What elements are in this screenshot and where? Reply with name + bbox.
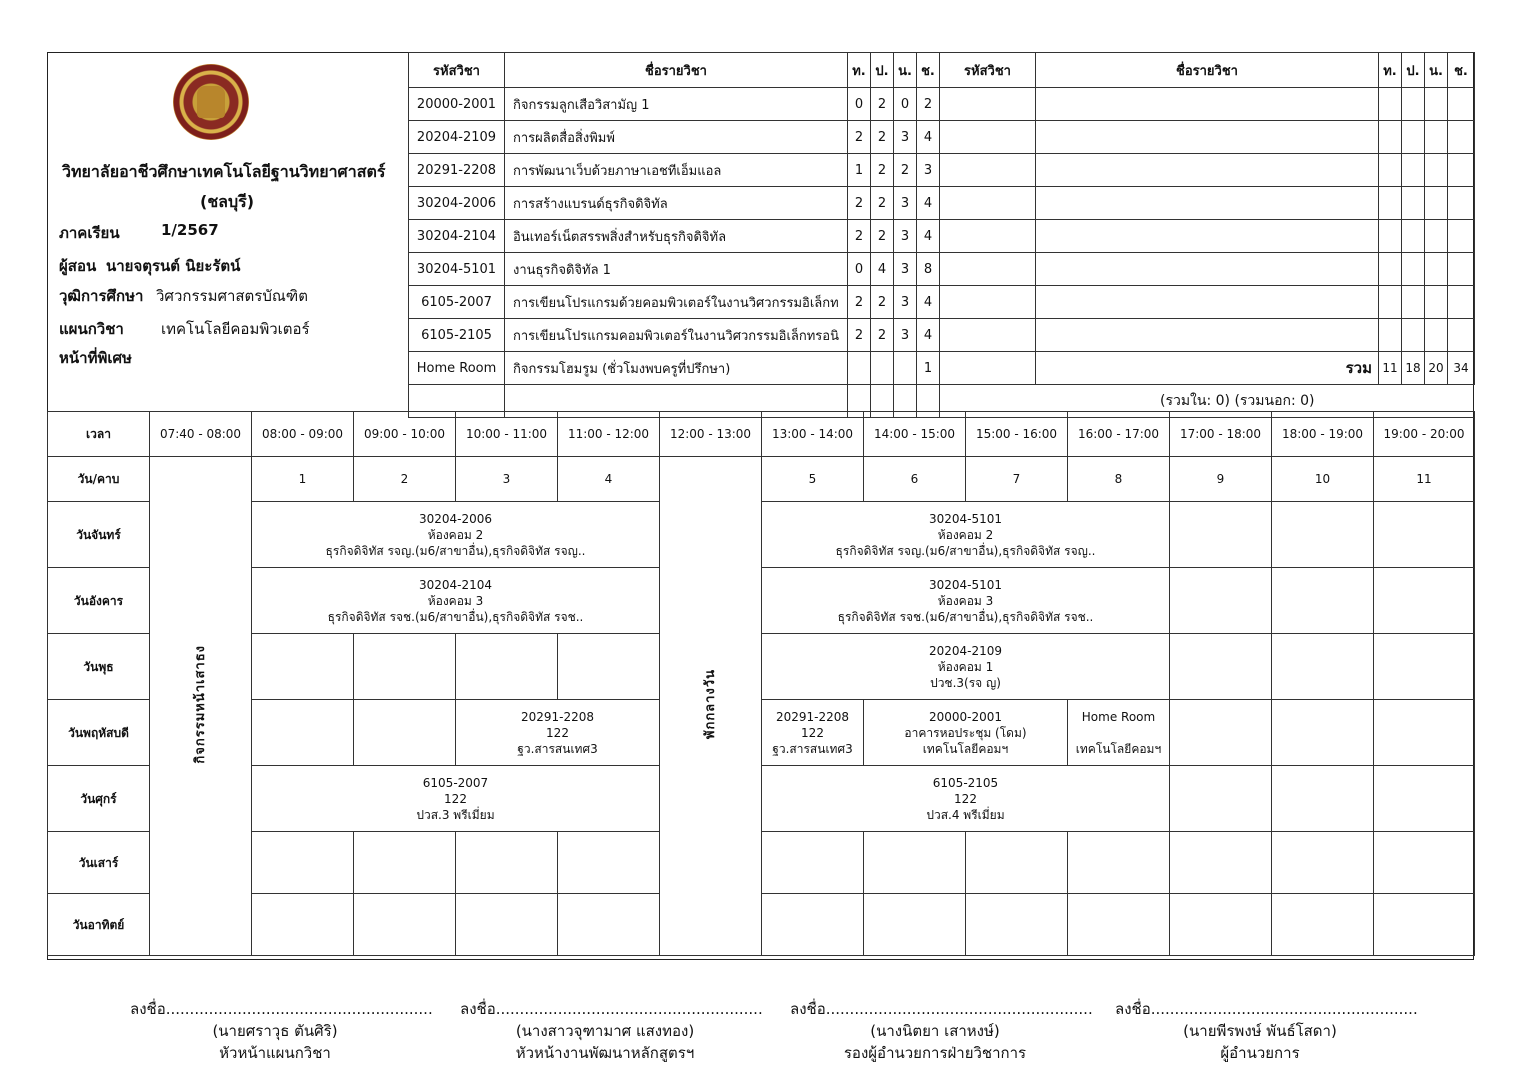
empty-slot [252, 894, 354, 956]
total-t: 11 [1379, 352, 1402, 385]
signature-name: (นายศราวุธ ตันศิริ) [212, 1022, 338, 1040]
empty-slot [1272, 832, 1374, 894]
time-slot: 19:00 - 20:00 [1374, 412, 1475, 457]
total-p: 18 [1402, 352, 1425, 385]
signature-block [130, 998, 433, 1064]
subject-row [409, 286, 1475, 319]
class-group: ฐว.สารสนเทศ3 [772, 741, 853, 756]
subject-name: การพัฒนาเว็บด้วยภาษาเอชทีเอ็มแอล [505, 154, 848, 187]
class-room: ห้องคอม 1 [937, 659, 994, 674]
subject-code: Home Room [409, 352, 505, 385]
subject-name: การผลิตสื่อสิ่งพิมพ์ [505, 121, 848, 154]
time-slot: 17:00 - 18:00 [1170, 412, 1272, 457]
header-p-2: ป. [1402, 53, 1425, 88]
subject-p: 2 [871, 154, 894, 187]
class-room: 122 [801, 725, 824, 740]
duty-label: หน้าที่พิเศษ [59, 349, 132, 367]
signature-line: ลงชื่อ........................................................ [1115, 1000, 1418, 1018]
time-row [48, 412, 1475, 457]
empty-cell [1425, 187, 1448, 220]
header-n: น. [894, 53, 917, 88]
class-block[interactable] [252, 766, 660, 832]
period-label: วัน/คาบ [48, 457, 150, 502]
time-slot: 08:00 - 09:00 [252, 412, 354, 457]
class-group: ธุรกิจดิจิทัส รจญ.(ม6/สาขาอื่น),ธุรกิจดิจิทัส รจญ.. [325, 543, 586, 558]
signature-title: ผู้อำนวยการ [1220, 1044, 1300, 1062]
class-group: ฐว.สารสนเทศ3 [517, 741, 598, 756]
header-t-2: ท. [1379, 53, 1402, 88]
class-code: 30204-5101 [928, 511, 1003, 526]
subject-c: 4 [917, 121, 940, 154]
empty-cell [1448, 121, 1475, 154]
empty-cell [1379, 253, 1402, 286]
subject-p [871, 352, 894, 385]
header-code: รหัสวิชา [409, 53, 505, 88]
time-slot: 15:00 - 16:00 [966, 412, 1068, 457]
subject-c: 4 [917, 187, 940, 220]
subject-row [409, 88, 1475, 121]
class-code: 20291-2208 [520, 709, 595, 724]
empty-slot [456, 894, 558, 956]
empty-slot [1068, 832, 1170, 894]
empty-cell [1425, 88, 1448, 121]
class-block[interactable] [762, 568, 1170, 634]
period-number: 4 [558, 457, 660, 502]
empty-cell [1379, 220, 1402, 253]
morning-activity: กิจกรรมหน้าเสาธง [192, 644, 208, 764]
subject-p: 2 [871, 220, 894, 253]
subject-c: 4 [917, 319, 940, 352]
class-code: Home Room [1081, 709, 1156, 724]
class-block[interactable] [762, 502, 1170, 568]
empty-slot [1272, 700, 1374, 766]
subject-code: 30204-2104 [409, 220, 505, 253]
college-province: (ชลบุรี) [200, 192, 255, 211]
teacher-label: ผู้สอน [59, 257, 97, 275]
period-number: 3 [456, 457, 558, 502]
day-label: วันศุกร์ [48, 766, 150, 832]
signature-line: ลงชื่อ........................................................ [460, 1000, 763, 1018]
subject-row [409, 187, 1475, 220]
empty-slot [456, 634, 558, 700]
empty-cell [1448, 154, 1475, 187]
teacher-value: นายจตุรนต์ นิยะรัตน์ [106, 257, 241, 275]
period-number: 8 [1068, 457, 1170, 502]
class-block[interactable] [762, 700, 864, 766]
subject-code: 30204-2006 [409, 187, 505, 220]
header-c: ช. [917, 53, 940, 88]
empty-cell [1402, 253, 1425, 286]
class-group: ปวส.3 พรีเมี่ยม [416, 807, 495, 822]
empty-slot [354, 700, 456, 766]
signature-block [1115, 998, 1418, 1064]
class-group: ธุรกิจดิจิทัส รจญ.(ม6/สาขาอื่น),ธุรกิจดิจิทัส รจญ.. [835, 543, 1096, 558]
class-code: 6105-2007 [422, 775, 489, 790]
class-group: เทคโนโลยีคอมฯ [922, 741, 1009, 756]
semester-value: 1/2567 [161, 221, 219, 239]
empty-cell [940, 286, 1036, 319]
subject-c: 3 [917, 154, 940, 187]
empty-cell [1379, 88, 1402, 121]
subject-name: การเขียนโปรแกรมด้วยคอมพิวเตอร์ในงานวิศวกรรมอิเล็กท [505, 286, 848, 319]
period-number: 11 [1374, 457, 1475, 502]
subject-t: 2 [848, 121, 871, 154]
empty-slot [558, 894, 660, 956]
empty-cell [1402, 121, 1425, 154]
dept-value: เทคโนโลยีคอมพิวเตอร์ [161, 320, 310, 338]
period-number: 5 [762, 457, 864, 502]
subject-n: 3 [894, 187, 917, 220]
class-block[interactable] [864, 700, 1068, 766]
empty-cell [940, 220, 1036, 253]
empty-cell [1402, 319, 1425, 352]
class-block[interactable] [252, 502, 660, 568]
subject-t: 2 [848, 319, 871, 352]
empty-cell [1036, 88, 1379, 121]
class-block[interactable] [762, 634, 1170, 700]
empty-cell [1448, 319, 1475, 352]
class-group: เทคโนโลยีคอมฯ [1075, 741, 1162, 756]
class-room: อาคารหอประชุม (โดม) [904, 725, 1027, 740]
subject-t [848, 352, 871, 385]
subject-c: 1 [917, 352, 940, 385]
empty-slot [354, 634, 456, 700]
day-row-sunday [48, 894, 1475, 956]
empty-slot [558, 634, 660, 700]
signature-name: (นายพีรพงษ์ พันธ์โสดา) [1183, 1022, 1337, 1040]
class-block[interactable] [456, 700, 660, 766]
empty-slot [1170, 766, 1272, 832]
class-room: ห้องคอม 2 [427, 527, 484, 542]
time-slot: 14:00 - 15:00 [864, 412, 966, 457]
subject-c: 4 [917, 220, 940, 253]
subject-t: 2 [848, 187, 871, 220]
subject-t: 1 [848, 154, 871, 187]
subject-name: การสร้างแบรนด์ธุรกิจดิจิทัล [505, 187, 848, 220]
class-group: ธุรกิจดิจิทัส รจช.(ม6/สาขาอื่น),ธุรกิจดิจิทัส รจช.. [837, 609, 1094, 624]
day-row-monday [48, 502, 1475, 568]
empty-slot [354, 894, 456, 956]
empty-slot [864, 894, 966, 956]
subject-name: กิจกรรมโฮมรูม (ชั่วโมงพบครูที่ปรึกษา) [505, 352, 848, 385]
day-row-tuesday [48, 568, 1475, 634]
empty-cell [1379, 187, 1402, 220]
empty-cell [1402, 88, 1425, 121]
subject-row [409, 319, 1475, 352]
class-group: ปวส.4 พรีเมี่ยม [926, 807, 1005, 822]
subject-code: 6105-2105 [409, 319, 505, 352]
empty-cell [1036, 319, 1379, 352]
total-n: 20 [1425, 352, 1448, 385]
day-row-thursday [48, 700, 1475, 766]
signature-line: ลงชื่อ........................................................ [790, 1000, 1093, 1018]
signature-block [790, 998, 1093, 1064]
empty-cell [940, 352, 1036, 385]
empty-cell [1036, 154, 1379, 187]
signature-title: รองผู้อำนวยการฝ่ายวิชาการ [843, 1044, 1027, 1062]
lunch-cell [660, 457, 762, 956]
schedule-table [47, 411, 1475, 956]
subject-p: 2 [871, 187, 894, 220]
class-room: 122 [954, 791, 977, 806]
empty-slot [1374, 766, 1475, 832]
day-row-saturday [48, 832, 1475, 894]
subject-row [409, 352, 1475, 385]
day-label: วันอังคาร [48, 568, 150, 634]
class-code: 6105-2105 [932, 775, 999, 790]
subject-code: 20204-2109 [409, 121, 505, 154]
empty-cell [940, 319, 1036, 352]
class-block[interactable] [252, 568, 660, 634]
empty-cell [940, 253, 1036, 286]
empty-slot [1170, 894, 1272, 956]
empty-slot [1374, 894, 1475, 956]
subject-c: 4 [917, 286, 940, 319]
empty-cell [1425, 319, 1448, 352]
empty-slot [1374, 700, 1475, 766]
subject-p: 2 [871, 319, 894, 352]
empty-cell [940, 154, 1036, 187]
empty-slot [1374, 502, 1475, 568]
header-name-2: ชื่อรายวิชา [1036, 53, 1379, 88]
empty-slot [762, 832, 864, 894]
college-name: วิทยาลัยอาชีวศึกษาเทคโนโลยีฐานวิทยาศาสตร์ [62, 162, 386, 181]
subjects-header-row [409, 53, 1475, 88]
header-p: ป. [871, 53, 894, 88]
period-number: 10 [1272, 457, 1374, 502]
subject-n [894, 352, 917, 385]
empty-cell [1425, 220, 1448, 253]
day-row-friday [48, 766, 1475, 832]
signature-block [460, 998, 763, 1064]
subject-code: 20291-2208 [409, 154, 505, 187]
empty-cell [1448, 88, 1475, 121]
empty-cell [1402, 187, 1425, 220]
empty-slot [1068, 894, 1170, 956]
class-code: 30204-2104 [418, 577, 493, 592]
header-code-2: รหัสวิชา [940, 53, 1036, 88]
class-block[interactable] [1068, 700, 1170, 766]
empty-cell [940, 121, 1036, 154]
period-number: 6 [864, 457, 966, 502]
subject-p: 2 [871, 286, 894, 319]
subject-t: 2 [848, 286, 871, 319]
empty-cell [1379, 121, 1402, 154]
time-slot: 13:00 - 14:00 [762, 412, 864, 457]
empty-cell [1448, 286, 1475, 319]
subject-n: 3 [894, 253, 917, 286]
empty-cell [1379, 154, 1402, 187]
class-code: 20204-2109 [928, 643, 1003, 658]
empty-slot [1170, 700, 1272, 766]
degree-label: วุฒิการศึกษา [59, 287, 144, 305]
subject-t: 2 [848, 220, 871, 253]
empty-slot [966, 894, 1068, 956]
empty-slot [1272, 766, 1374, 832]
subject-n: 3 [894, 286, 917, 319]
subject-n: 0 [894, 88, 917, 121]
class-code: 30204-5101 [928, 577, 1003, 592]
semester-label: ภาคเรียน [59, 224, 120, 242]
class-code: 20291-2208 [775, 709, 850, 724]
subject-n: 3 [894, 121, 917, 154]
subject-c: 2 [917, 88, 940, 121]
degree-value: วิศวกรรมศาสตรบัณฑิต [156, 287, 308, 305]
day-label: วันพุธ [48, 634, 150, 700]
empty-cell [1379, 319, 1402, 352]
subject-name: อินเทอร์เน็ตสรรพสิ่งสำหรับธุรกิจดิจิทัล [505, 220, 848, 253]
time-slot: 18:00 - 19:00 [1272, 412, 1374, 457]
empty-slot [252, 700, 354, 766]
subject-p: 4 [871, 253, 894, 286]
class-room [1068, 725, 1169, 741]
empty-cell [1036, 187, 1379, 220]
empty-slot [1170, 502, 1272, 568]
day-label: วันอาทิตย์ [48, 894, 150, 956]
time-label: เวลา [48, 412, 150, 457]
time-slot: 16:00 - 17:00 [1068, 412, 1170, 457]
subject-row [409, 154, 1475, 187]
class-code: 20000-2001 [928, 709, 1003, 724]
header-n-2: น. [1425, 53, 1448, 88]
empty-slot [1170, 832, 1272, 894]
class-block[interactable] [762, 766, 1170, 832]
time-slot: 09:00 - 10:00 [354, 412, 456, 457]
day-label: วันพฤหัสบดี [48, 700, 150, 766]
empty-slot [1272, 568, 1374, 634]
empty-slot [1374, 568, 1475, 634]
empty-slot [1272, 502, 1374, 568]
subject-row [409, 121, 1475, 154]
period-number: 7 [966, 457, 1068, 502]
morning-activity-cell [150, 457, 252, 956]
empty-slot [1170, 634, 1272, 700]
empty-cell [1036, 220, 1379, 253]
total-c: 34 [1448, 352, 1475, 385]
period-row [48, 457, 1475, 502]
signature-title: หัวหน้างานพัฒนาหลักสูตรฯ [515, 1044, 695, 1062]
empty-cell [1448, 253, 1475, 286]
subject-n: 3 [894, 220, 917, 253]
empty-cell [1036, 121, 1379, 154]
empty-slot [1374, 634, 1475, 700]
empty-cell [1425, 286, 1448, 319]
signature-line: ลงชื่อ........................................................ [130, 1000, 433, 1018]
day-row-wednesday [48, 634, 1475, 700]
empty-cell [1425, 154, 1448, 187]
empty-cell [1402, 286, 1425, 319]
empty-cell [1448, 220, 1475, 253]
hours-summary: (รวมใน: 0) (รวมนอก: 0) [940, 385, 1475, 418]
day-label: วันเสาร์ [48, 832, 150, 894]
day-label: วันจันทร์ [48, 502, 150, 568]
empty-cell [1448, 187, 1475, 220]
class-room: 122 [444, 791, 467, 806]
subject-row [409, 220, 1475, 253]
header-c-2: ช. [1448, 53, 1475, 88]
empty-cell [1036, 253, 1379, 286]
subject-c: 8 [917, 253, 940, 286]
subject-p: 2 [871, 88, 894, 121]
class-code: 30204-2006 [418, 511, 493, 526]
subject-t: 0 [848, 253, 871, 286]
time-slot: 12:00 - 13:00 [660, 412, 762, 457]
subjects-table [408, 52, 1475, 418]
empty-slot [1170, 568, 1272, 634]
empty-slot [1374, 832, 1475, 894]
class-room: ห้องคอม 3 [937, 593, 994, 608]
period-number: 9 [1170, 457, 1272, 502]
time-slot: 11:00 - 12:00 [558, 412, 660, 457]
class-room: 122 [546, 725, 569, 740]
period-number: 2 [354, 457, 456, 502]
lunch-break: พักกลางวัน [702, 668, 718, 740]
time-slot: 10:00 - 11:00 [456, 412, 558, 457]
empty-cell [1402, 154, 1425, 187]
class-group: ธุรกิจดิจิทัส รจช.(ม6/สาขาอื่น),ธุรกิจดิจิทัส รจช.. [327, 609, 584, 624]
signature-name: (นางสาวจุฑามาศ แสงทอง) [515, 1022, 695, 1040]
college-seal-icon [173, 64, 249, 140]
class-room: ห้องคอม 2 [937, 527, 994, 542]
subject-name: กิจกรรมลูกเสือวิสามัญ 1 [505, 88, 848, 121]
empty-slot [1272, 894, 1374, 956]
header-name: ชื่อรายวิชา [505, 53, 848, 88]
header-t: ท. [848, 53, 871, 88]
empty-slot [252, 832, 354, 894]
subject-n: 2 [894, 154, 917, 187]
empty-slot [558, 832, 660, 894]
subject-name: การเขียนโปรแกรมคอมพิวเตอร์ในงานวิศวกรรมอิเล็กทรอนิ [505, 319, 848, 352]
empty-cell [940, 187, 1036, 220]
empty-slot [252, 634, 354, 700]
empty-slot [1272, 634, 1374, 700]
time-slot: 07:40 - 08:00 [150, 412, 252, 457]
empty-cell [1402, 220, 1425, 253]
subject-name: งานธุรกิจดิจิทัล 1 [505, 253, 848, 286]
class-group: ปวช.3(รจ ญ) [930, 675, 1001, 690]
signature-title: หัวหน้าแผนกวิชา [219, 1044, 331, 1062]
dept-label: แผนกวิชา [59, 320, 124, 338]
subject-code: 30204-5101 [409, 253, 505, 286]
subject-code: 6105-2007 [409, 286, 505, 319]
empty-cell [1036, 286, 1379, 319]
subject-n: 3 [894, 319, 917, 352]
empty-cell [1379, 286, 1402, 319]
empty-cell [1425, 253, 1448, 286]
subject-p: 2 [871, 121, 894, 154]
signature-name: (นางนิตยา เสาหงษ์) [870, 1022, 1000, 1040]
empty-slot [762, 894, 864, 956]
class-room: ห้องคอม 3 [427, 593, 484, 608]
empty-slot [864, 832, 966, 894]
empty-slot [354, 832, 456, 894]
period-number: 1 [252, 457, 354, 502]
subject-t: 0 [848, 88, 871, 121]
empty-slot [966, 832, 1068, 894]
subject-code: 20000-2001 [409, 88, 505, 121]
subject-row [409, 253, 1475, 286]
empty-cell [940, 88, 1036, 121]
empty-cell [1425, 121, 1448, 154]
total-label: รวม [1036, 352, 1379, 385]
empty-slot [456, 832, 558, 894]
